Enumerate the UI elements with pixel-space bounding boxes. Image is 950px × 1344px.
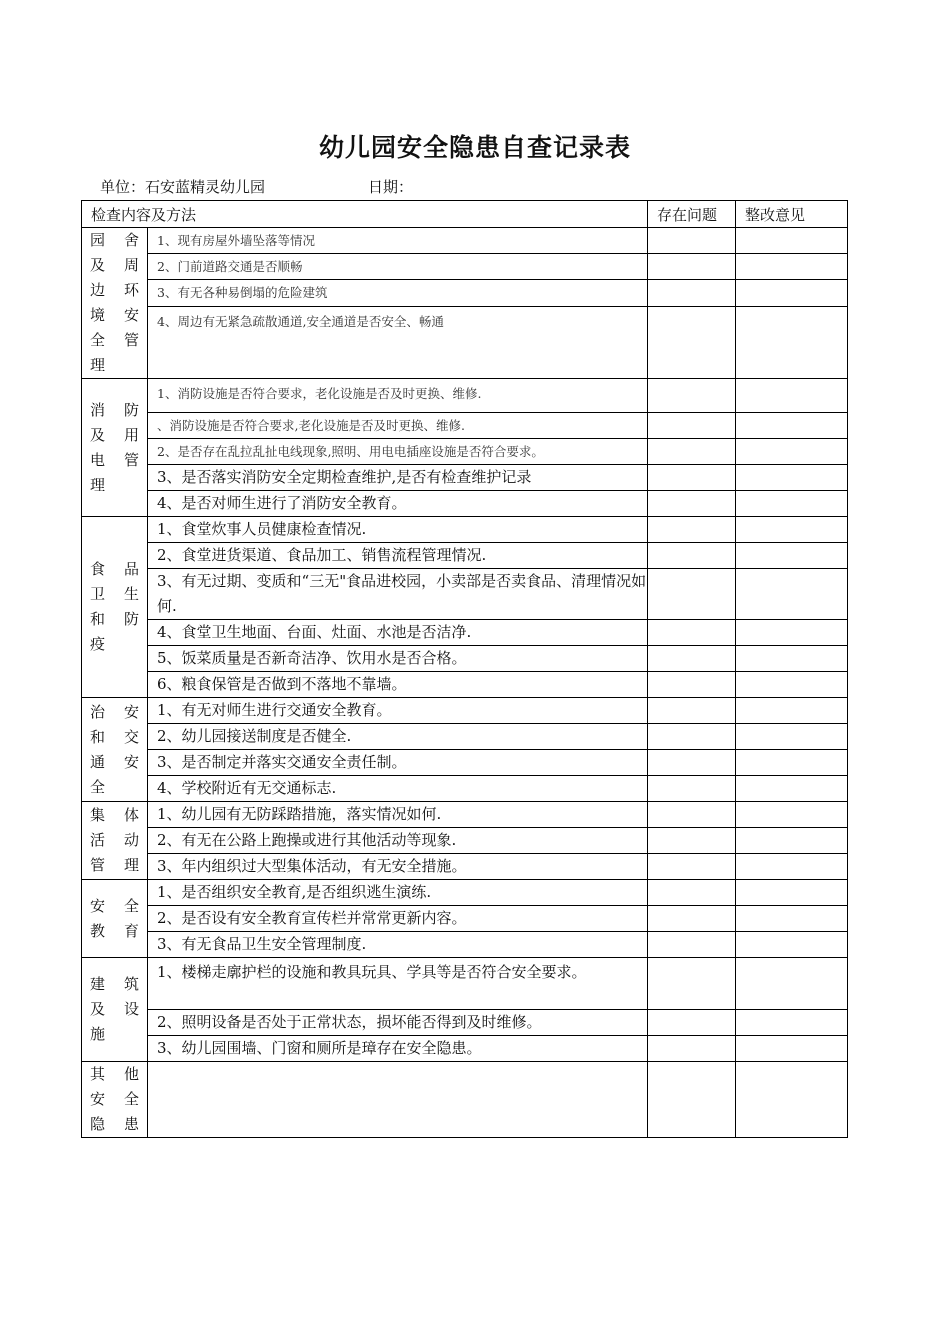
table-row	[82, 906, 848, 932]
table-row	[82, 413, 848, 439]
category-char: 卫	[90, 585, 124, 603]
category-cell	[82, 517, 148, 698]
check-item: 2、食堂进货渠道、食品加工、销售流程管理情况.	[148, 543, 648, 569]
category-char: 生	[123, 585, 139, 603]
category-char: 园	[90, 231, 124, 249]
category-char: 及	[90, 425, 124, 444]
header-row	[82, 201, 848, 228]
table-row	[82, 958, 848, 1010]
check-item: 4、学校附近有无交通标志.	[148, 776, 648, 802]
check-item: 1、有无对师生进行交通安全教育。	[148, 698, 648, 724]
category-char: 建	[90, 975, 124, 993]
category-char: 安	[90, 1090, 124, 1108]
issue-cell[interactable]	[648, 776, 736, 802]
rectification-cell[interactable]	[736, 958, 848, 1010]
header-rectification: 整改意见	[736, 201, 848, 228]
category-char: 管	[123, 450, 139, 469]
issue-cell[interactable]	[648, 569, 736, 620]
date-label: 日期：	[368, 178, 414, 196]
unit-label: 单位：石安蓝精灵幼儿园	[100, 178, 266, 196]
rectification-cell[interactable]	[736, 1036, 848, 1062]
issue-cell[interactable]	[648, 698, 736, 724]
table-row	[82, 828, 848, 854]
issue-cell[interactable]	[648, 439, 736, 465]
check-item: 1、食堂炊事人员健康检查情况.	[148, 517, 648, 543]
issue-cell[interactable]	[648, 958, 736, 1010]
category-char: 安	[90, 896, 124, 915]
check-item: 1、楼梯走廓护栏的设施和教具玩具、学具等是否符合安全要求。	[148, 958, 648, 1010]
category-char: 全	[123, 1090, 139, 1108]
issue-cell[interactable]	[648, 379, 736, 413]
table-row	[82, 880, 848, 906]
category-char: 电	[90, 450, 124, 469]
category-cell	[82, 880, 148, 958]
category-char: 筑	[123, 975, 139, 993]
category-char: 他	[123, 1065, 139, 1083]
issue-cell[interactable]	[648, 491, 736, 517]
category-cell	[82, 1062, 148, 1138]
category-cell	[82, 802, 148, 880]
category-line	[90, 750, 139, 775]
rectification-cell[interactable]	[736, 254, 848, 280]
category-char: 和	[90, 727, 124, 746]
issue-cell[interactable]	[648, 254, 736, 280]
table-row	[82, 750, 848, 776]
issue-cell[interactable]	[648, 517, 736, 543]
issue-cell[interactable]	[648, 465, 736, 491]
issue-cell[interactable]	[648, 543, 736, 569]
category-char: 边	[90, 281, 124, 299]
check-item: 2、是否设有安全教育宣传栏并常常更新内容。	[148, 906, 648, 932]
check-item: 3、是否制定并落实交通安全责任制。	[148, 750, 648, 776]
issue-cell[interactable]	[648, 646, 736, 672]
check-item	[148, 1062, 648, 1138]
table-row	[82, 1036, 848, 1062]
check-item: 4、周边有无紧急疏散通道,安全通道是否安全、畅通	[148, 306, 648, 378]
issue-cell[interactable]	[648, 280, 736, 306]
rectification-cell[interactable]	[736, 880, 848, 906]
table-row	[82, 1010, 848, 1036]
page-title: 幼儿园安全隐患自查记录表	[318, 133, 631, 162]
category-char: 教育	[90, 921, 139, 940]
check-item: 2、照明设备是否处于正常状态，损坏能否得到及时维修。	[148, 1010, 648, 1036]
category-char: 安	[123, 306, 139, 324]
issue-cell[interactable]	[648, 932, 736, 958]
rectification-cell[interactable]	[736, 306, 848, 378]
category-line	[90, 557, 139, 582]
category-line	[90, 1062, 139, 1087]
category-char: 理	[90, 475, 106, 494]
check-item: 、消防设施是否符合要求,老化设施是否及时更换、维修.	[148, 413, 648, 439]
category-line	[90, 894, 139, 919]
category-char: 集	[90, 806, 124, 824]
category-line	[90, 253, 139, 278]
table-row	[82, 1062, 848, 1138]
issue-cell[interactable]	[648, 828, 736, 854]
category-char: 其	[90, 1065, 124, 1083]
table-row	[82, 620, 848, 646]
category-char: 疫	[90, 635, 106, 653]
check-item: 1、是否组织安全教育,是否组织逃生演练.	[148, 880, 648, 906]
header-issues: 存在问题	[648, 201, 736, 228]
category-cell	[82, 698, 148, 802]
inspection-table	[81, 200, 848, 1138]
rectification-cell[interactable]	[736, 802, 848, 828]
issue-cell[interactable]	[648, 1062, 736, 1138]
category-line	[90, 278, 139, 303]
category-cell	[82, 228, 148, 379]
category-line	[90, 853, 139, 878]
check-item: 2、是否存在乱拉乱扯电线现象,照明、用电电插座设施是否符合要求。	[148, 439, 648, 465]
issue-cell[interactable]	[648, 228, 736, 254]
category-line	[90, 972, 139, 997]
table-row	[82, 491, 848, 517]
category-char: 交	[123, 727, 139, 746]
category-char: 全	[90, 777, 106, 796]
rectification-cell[interactable]	[736, 1010, 848, 1036]
issue-cell[interactable]	[648, 306, 736, 378]
table-row	[82, 379, 848, 413]
rectification-cell[interactable]	[736, 379, 848, 413]
category-line	[90, 725, 139, 750]
category-char: 治	[90, 702, 124, 721]
category-line	[90, 919, 139, 944]
table-row	[82, 439, 848, 465]
table-body	[82, 228, 848, 1138]
category-char: 活	[90, 831, 124, 849]
check-item: 5、饭菜质量是否新奇洁净、饮用水是否合格。	[148, 646, 648, 672]
issue-cell[interactable]	[648, 724, 736, 750]
category-char: 舍	[123, 231, 139, 249]
category-char: 品	[123, 560, 139, 578]
category-cell	[82, 958, 148, 1062]
rectification-cell[interactable]	[736, 724, 848, 750]
category-line	[90, 448, 139, 473]
issue-cell[interactable]	[648, 620, 736, 646]
table-row	[82, 465, 848, 491]
table-row	[82, 543, 848, 569]
rectification-cell[interactable]	[736, 646, 848, 672]
rectification-cell[interactable]	[736, 517, 848, 543]
table-row	[82, 776, 848, 802]
category-cell	[82, 379, 148, 517]
issue-cell[interactable]	[648, 880, 736, 906]
category-line	[90, 1087, 139, 1112]
rectification-cell[interactable]	[736, 620, 848, 646]
check-item: 4、食堂卫生地面、台面、灶面、水池是否洁净.	[148, 620, 648, 646]
check-item: 3、有无过期、变质和“三无"食品进校园，小卖部是否卖食品、清理情况如何.	[148, 569, 648, 620]
rectification-cell[interactable]	[736, 491, 848, 517]
category-char: 及	[90, 256, 124, 274]
check-item: 3、年内组织过大型集体活动，有无安全措施。	[148, 854, 648, 880]
category-line	[90, 398, 139, 423]
category-char: 安	[123, 702, 139, 721]
category-line	[90, 303, 139, 328]
issue-cell[interactable]	[648, 906, 736, 932]
check-item: 2、门前道路交通是否顺畅	[148, 254, 648, 280]
category-char: 消	[90, 400, 124, 419]
table-row	[82, 517, 848, 543]
check-item: 3、是否落实消防安全定期检查维护,是否有检查维护记录	[148, 465, 648, 491]
rectification-cell[interactable]	[736, 828, 848, 854]
check-item: 1、消防设施是否符合要求，老化设施是否及时更换、维修.	[148, 379, 648, 413]
category-char: 动	[123, 831, 139, 849]
rectification-cell[interactable]	[736, 932, 848, 958]
check-item: 2、有无在公路上跑操或进行其他活动等现象.	[148, 828, 648, 854]
rectification-cell[interactable]	[736, 776, 848, 802]
check-item: 2、幼儿园接送制度是否健全.	[148, 724, 648, 750]
rectification-cell[interactable]	[736, 906, 848, 932]
category-char: 隐患	[90, 1115, 139, 1133]
category-line	[90, 632, 139, 657]
issue-cell[interactable]	[648, 802, 736, 828]
table-row	[82, 569, 848, 620]
check-item: 3、幼儿园围墙、门窗和厕所是璋存在安全隐患。	[148, 1036, 648, 1062]
check-item: 1、幼儿园有无防踩踏措施，落实情况如何.	[148, 802, 648, 828]
category-line	[90, 700, 139, 725]
category-char: 境	[90, 306, 124, 324]
check-item: 6、粮食保管是否做到不落地不靠墙。	[148, 672, 648, 698]
category-line	[90, 582, 139, 607]
rectification-cell[interactable]	[736, 439, 848, 465]
category-char: 防	[123, 610, 139, 628]
rectification-cell[interactable]	[736, 569, 848, 620]
check-item: 4、是否对师生进行了消防安全教育。	[148, 491, 648, 517]
rectification-cell[interactable]	[736, 280, 848, 306]
category-char: 和	[90, 610, 124, 628]
rectification-cell[interactable]	[736, 413, 848, 439]
category-line	[90, 607, 139, 632]
category-char: 周	[123, 256, 139, 274]
table-row	[82, 646, 848, 672]
category-char: 全	[123, 896, 139, 915]
rectification-cell[interactable]	[736, 854, 848, 880]
category-char: 体	[123, 806, 139, 824]
category-line	[90, 1112, 139, 1137]
category-line	[90, 803, 139, 828]
rectification-cell[interactable]	[736, 465, 848, 491]
category-char: 及	[90, 1000, 124, 1018]
check-item: 1、现有房屋外墙坠落等情况	[148, 228, 648, 254]
table-row	[82, 672, 848, 698]
category-line	[90, 328, 139, 353]
table-row	[82, 228, 848, 254]
issue-cell[interactable]	[648, 1036, 736, 1062]
check-item: 3、有无食品卫生安全管理制度.	[148, 932, 648, 958]
table-row	[82, 698, 848, 724]
category-char: 施	[90, 1025, 106, 1043]
category-line	[90, 997, 139, 1022]
category-line	[90, 775, 139, 800]
category-char: 安	[123, 752, 139, 771]
table-row	[82, 854, 848, 880]
category-char: 设	[123, 1000, 139, 1018]
category-char: 管理	[90, 856, 139, 874]
table-row	[82, 254, 848, 280]
check-item: 3、有无各种易倒塌的危险建筑	[148, 280, 648, 306]
category-line	[90, 423, 139, 448]
category-line	[90, 228, 139, 253]
category-char: 管	[123, 331, 139, 349]
category-char: 防	[123, 400, 139, 419]
rectification-cell[interactable]	[736, 543, 848, 569]
table-row	[82, 280, 848, 306]
category-char: 理	[90, 356, 106, 374]
header-content: 检查内容及方法	[82, 201, 648, 228]
category-char: 用	[123, 425, 139, 444]
category-line	[90, 828, 139, 853]
category-line	[90, 473, 139, 498]
issue-cell[interactable]	[648, 750, 736, 776]
table-row	[82, 802, 848, 828]
rectification-cell[interactable]	[736, 672, 848, 698]
issue-cell[interactable]	[648, 1010, 736, 1036]
category-char: 食	[90, 560, 124, 578]
issue-cell[interactable]	[648, 854, 736, 880]
rectification-cell[interactable]	[736, 698, 848, 724]
rectification-cell[interactable]	[736, 1062, 848, 1138]
category-char: 环	[123, 281, 139, 299]
table-row	[82, 932, 848, 958]
issue-cell[interactable]	[648, 672, 736, 698]
rectification-cell[interactable]	[736, 228, 848, 254]
table-row	[82, 306, 848, 378]
category-char: 全	[90, 331, 124, 349]
category-char: 通	[90, 752, 124, 771]
rectification-cell[interactable]	[736, 750, 848, 776]
category-line	[90, 353, 139, 378]
category-line	[90, 1022, 139, 1047]
table-row	[82, 724, 848, 750]
issue-cell[interactable]	[648, 413, 736, 439]
